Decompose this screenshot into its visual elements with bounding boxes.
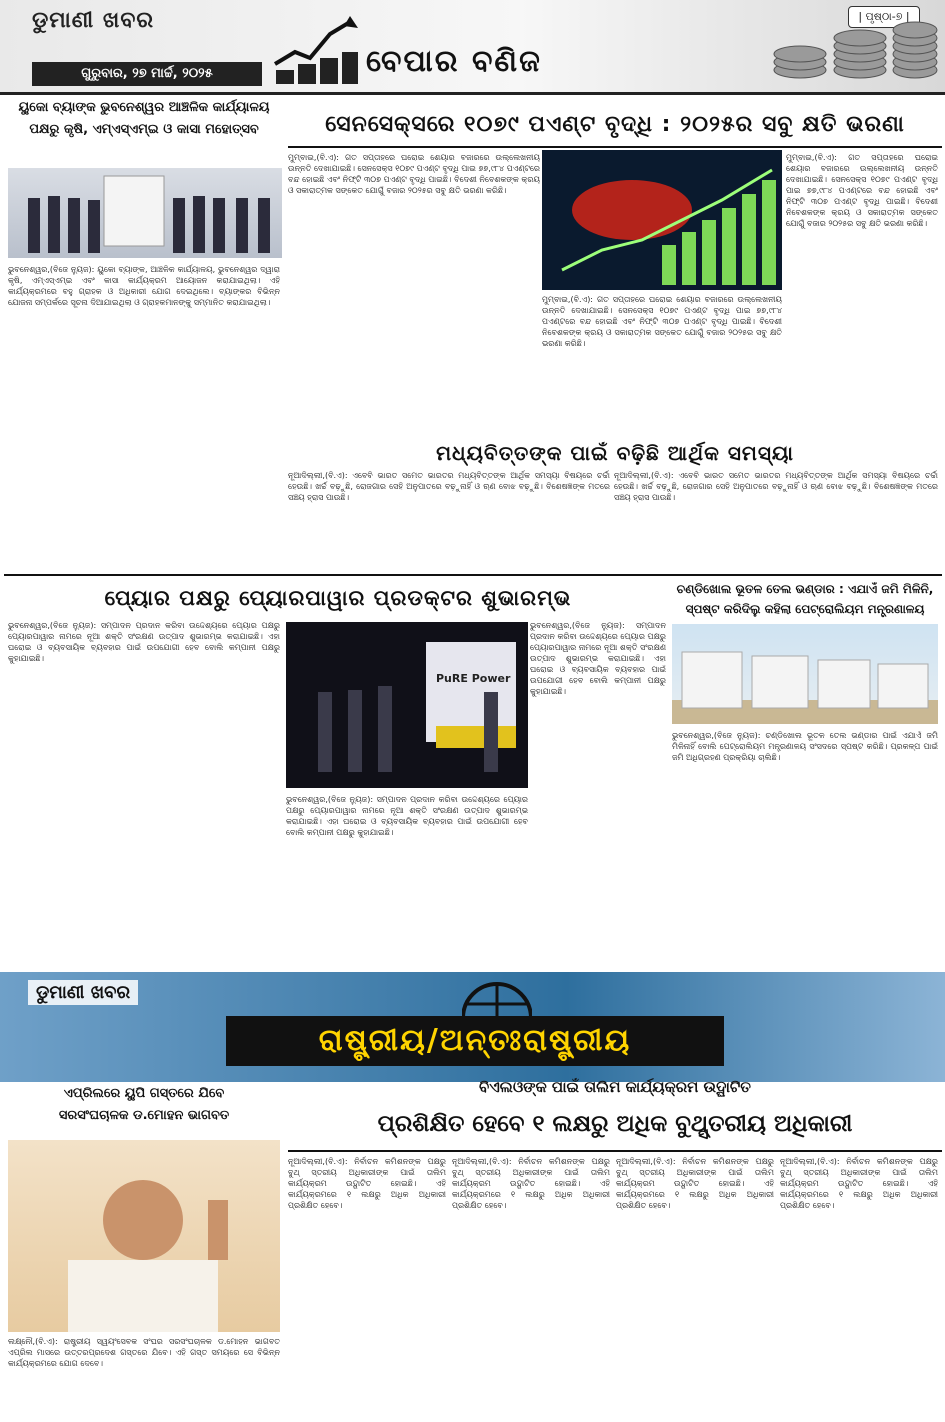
coin-stacks-icon [770, 10, 940, 90]
rss-body: ଲକ୍ଷ୍ନୌ,(ବି.ଏ): ରାଷ୍ଟ୍ରୀୟ ସ୍ୱୟଂସେବକ ସଂଘର ସରସଂଘଚାଳକ ଡ.ମୋହନ ଭାଗବତ ଏପ୍ରିଲ ମାସରେ ଉତ୍ତରପ୍ରଦେଶ ଗସ୍ତରେ ଯିବେ। ଏହି ଗସ୍ତ ସମୟରେ ସେ ବିଭିନ୍ନ କାର୍ଯ୍ୟକ୍ରମରେ ଯୋଗ ଦେବେ। [8, 1337, 280, 1368]
blo-body-col-1: ନୂଆଦିଲ୍ଲୀ,(ବି.ଏ): ନିର୍ବାଚନ କମିଶନଙ୍କ ପକ୍ଷରୁ ବୁଥ୍ ସ୍ତରୀୟ ଅଧିକାରୀଙ୍କ ପାଇଁ ତାଲିମ କାର୍ଯ୍ୟକ୍ରମ ଉଦ୍ଘାଟିତ ହୋଇଛି। ଏହି କାର୍ଯ୍ୟକ୍ରମରେ ୧ ଲକ୍ଷରୁ ଅଧିକ ଅଧିକାରୀ ପ୍ରଶିକ୍ଷିତ ହେବେ। [288, 1157, 446, 1210]
globe-icon [462, 978, 532, 1018]
rule [4, 574, 942, 576]
sensex-body-col-2: ମୁମ୍ବାଇ,(ବି.ଏ): ଗତ ସପ୍ତାହରେ ଘରୋଇ ଶେୟାର ବଜାରରେ ଉଲ୍ଲେଖନୀୟ ଉନ୍ନତି ଦେଖାଯାଇଛି। ସେନସେକ୍ସ ୧୦୭୯ ପଏଣ୍ଟ ବୃଦ୍ଧି ପାଇ ୭୭,୯୮୪ ପଏଣ୍ଟରେ ବନ୍ଦ ହୋଇଛି ଏବଂ ନିଫ୍ଟି ୩୦୭ ପଏଣ୍ଟ ବୃଦ୍ଧି ପାଇଛି। ବିଦେଶୀ ନିବେଶକଙ୍କ କ୍ରୟ ଓ ସକାରାତ୍ମକ ସଙ୍କେତ ଯୋଗୁଁ ବଜାର ୨୦୨୫ର ସବୁ କ୍ଷତି ଭରଣା କରିଛି। [542, 295, 782, 348]
chandikhol-headline-2: ସ୍ପଷ୍ଟ କରିଦିଲୁ କହିଲା ପେଟ୍ରୋଲିୟମ ମନ୍ତ୍ରଣାଳୟ [685, 602, 925, 616]
issue-date: ଗୁରୁବାର, ୨୭ ମାର୍ଚ୍ଚ, ୨୦୨୫ [32, 62, 262, 86]
coins-growth-icon [270, 14, 360, 86]
middle-class-body-col-2: ନୂଆଦିଲ୍ଲୀ,(ବି.ଏ): ଏବେବି ଭାରତ ସମେତ ଭାରତର ମଧ୍ୟବିତ୍ତଙ୍କ ଆର୍ଥିକ ସମସ୍ୟା ବିଷୟରେ ଚର୍ଚ୍ଚା ହେଉଛି। ଖର୍ଚ୍ଚ ବଢ଼ୁଛି, ରୋଜଗାର ସେହି ଅନୁପାତରେ ବଢ଼ୁନାହିଁ ଓ ଋଣ ବୋଝ ବଢ଼ୁଛି। ବିଶେଷଜ୍ଞଙ୍କ ମତରେ ସଞ୍ଚୟ ହ୍ରାସ ପାଉଛି। [614, 471, 938, 502]
blo-kicker: ବିଏଲଓଙ୍କ ପାଇଁ ତାଲିମ କାର୍ଯ୍ୟକ୍ରମ ଉଦ୍ଘାଟିତ [479, 1078, 751, 1096]
rule [288, 146, 942, 148]
uco-event-photo [8, 168, 282, 258]
sensex-headline: ସେନସେକ୍ସରେ ୧୦୭୯ ପଏଣ୍ଟ ବୃଦ୍ଧି : ୨୦୨୫ର ସବୁ କ୍ଷତି ଭରଣା [325, 112, 905, 137]
pure-body-col-1: ଭୁବନେଶ୍ୱର,(ବିଜେ ନ୍ୟୁଜ): ସମ୍ପାଦନ ପ୍ରଦାନ କରିବା ଉଦ୍ଦେଶ୍ୟରେ ପ୍ୟୋର ପକ୍ଷରୁ ପ୍ୟୋରପାୱାର ନାମରେ ନୂଆ ଶକ୍ତି ସଂରକ୍ଷଣ ଉତ୍ପାଦ ଶୁଭାରମ୍ଭ କରାଯାଇଛି। ଏହା ଘରୋଇ ଓ ବ୍ୟବସାୟିକ ବ୍ୟବହାର ପାଇଁ ଉପଯୋଗୀ ହେବ ବୋଲି କମ୍ପାନୀ ପକ୍ଷରୁ କୁହାଯାଇଛି। [8, 621, 280, 663]
chandikhol-body: ଭୁବନେଶ୍ୱର,(ବିଜେ ନ୍ୟୁଜ): ଚଣ୍ଡିଖୋଲ ଭୂତଳ ତେଲ ଭଣ୍ଡାର ପାଇଁ ଏଯାଏଁ ଜମି ମିଳିନାହିଁ ବୋଲି ପେଟ୍ରୋଲିୟମ ମନ୍ତ୍ରଣାଳୟ ସଂସଦରେ ସ୍ପଷ୍ଟ କରିଛି। ପ୍ରକଳ୍ପ ପାଇଁ ଜମି ଅଧିଗ୍ରହଣ ପ୍ରକ୍ରିୟା ଚାଲିଛି। [672, 731, 938, 762]
section-title: ବେପାର ବଣିଜ [366, 44, 542, 79]
uco-headline-2: ପକ୍ଷରୁ କୃଷି, ଏମ୍ଏସ୍ଏମ୍ଇ ଓ କାସା ମହୋତ୍ସବ [29, 122, 259, 137]
blo-headline: ପ୍ରଶିକ୍ଷିତ ହେବେ ୧ ଲକ୍ଷରୁ ଅଧିକ ବୁଥ୍ସ୍ତରୀୟ ଅଧିକାରୀ [377, 1111, 853, 1137]
pure-photo-caption: PuRE Power [436, 672, 511, 685]
rss-headline-2: ସରସଂଘଚାଳକ ଡ.ମୋହନ ଭାଗବତ [58, 1108, 230, 1123]
newspaper-brand: ଡୁମାଣୀ ଖବର [32, 8, 154, 33]
national-section-title: ରାଷ୍ଟ୍ରୀୟ/ଅନ୍ତଃରାଷ୍ଟ୍ରୀୟ [226, 1016, 724, 1066]
page-number: | ପୃଷ୍ଠା-୭ | [848, 6, 920, 28]
bull-market-photo [542, 150, 782, 290]
oil-tanks-photo [672, 624, 938, 724]
uco-headline-1: ୟୁକୋ ବ୍ୟାଙ୍କ ଭୁବନେଶ୍ୱର ଆଞ୍ଚଳିକ କାର୍ଯ୍ୟାଳୟ [18, 100, 270, 115]
blo-body-col-4: ନୂଆଦିଲ୍ଲୀ,(ବି.ଏ): ନିର୍ବାଚନ କମିଶନଙ୍କ ପକ୍ଷରୁ ବୁଥ୍ ସ୍ତରୀୟ ଅଧିକାରୀଙ୍କ ପାଇଁ ତାଲିମ କାର୍ଯ୍ୟକ୍ରମ ଉଦ୍ଘାଟିତ ହୋଇଛି। ଏହି କାର୍ଯ୍ୟକ୍ରମରେ ୧ ଲକ୍ଷରୁ ଅଧିକ ଅଧିକାରୀ ପ୍ରଶିକ୍ଷିତ ହେବେ। [780, 1157, 938, 1210]
middle-class-headline: ମଧ୍ୟବିତ୍ତଙ୍କ ପାଇଁ ବଢ଼ିଛି ଆର୍ଥିକ ସମସ୍ୟା [436, 441, 794, 465]
band-brand: ଡୁମାଣୀ ଖବର [28, 980, 138, 1005]
rss-headline-1: ଏପ୍ରିଲରେ ୟୁପି ଗସ୍ତରେ ଯିବେ [63, 1086, 225, 1101]
blo-body-col-3: ନୂଆଦିଲ୍ଲୀ,(ବି.ଏ): ନିର୍ବାଚନ କମିଶନଙ୍କ ପକ୍ଷରୁ ବୁଥ୍ ସ୍ତରୀୟ ଅଧିକାରୀଙ୍କ ପାଇଁ ତାଲିମ କାର୍ଯ୍ୟକ୍ରମ ଉଦ୍ଘାଟିତ ହୋଇଛି। ଏହି କାର୍ଯ୍ୟକ୍ରମରେ ୧ ଲକ୍ଷରୁ ଅଧିକ ଅଧିକାରୀ ପ୍ରଶିକ୍ଷିତ ହେବେ। [616, 1157, 774, 1210]
pure-body-col-2: ଭୁବନେଶ୍ୱର,(ବିଜେ ନ୍ୟୁଜ): ସମ୍ପାଦନ ପ୍ରଦାନ କରିବା ଉଦ୍ଦେଶ୍ୟରେ ପ୍ୟୋର ପକ୍ଷରୁ ପ୍ୟୋରପାୱାର ନାମରେ ନୂଆ ଶକ୍ତି ସଂରକ୍ଷଣ ଉତ୍ପାଦ ଶୁଭାରମ୍ଭ କରାଯାଇଛି। ଏହା ଘରୋଇ ଓ ବ୍ୟବସାୟିକ ବ୍ୟବହାର ପାଇଁ ଉପଯୋଗୀ ହେବ ବୋଲି କମ୍ପାନୀ ପକ୍ଷରୁ କୁହାଯାଇଛି। [286, 795, 528, 837]
pure-launch-photo [286, 622, 528, 788]
middle-class-body-col-1: ନୂଆଦିଲ୍ଲୀ,(ବି.ଏ): ଏବେବି ଭାରତ ସମେତ ଭାରତର ମଧ୍ୟବିତ୍ତଙ୍କ ଆର୍ଥିକ ସମସ୍ୟା ବିଷୟରେ ଚର୍ଚ୍ଚା ହେଉଛି। ଖର୍ଚ୍ଚ ବଢ଼ୁଛି, ରୋଜଗାର ସେହି ଅନୁପାତରେ ବଢ଼ୁନାହିଁ ଓ ଋଣ ବୋଝ ବଢ଼ୁଛି। ବିଶେଷଜ୍ଞଙ୍କ ମତରେ ସଞ୍ଚୟ ହ୍ରାସ ପାଉଛି। [288, 471, 610, 502]
mohan-bhagwat-photo [8, 1140, 280, 1332]
rule [288, 1150, 942, 1152]
pure-body-col-3: ଭୁବନେଶ୍ୱର,(ବିଜେ ନ୍ୟୁଜ): ସମ୍ପାଦନ ପ୍ରଦାନ କରିବା ଉଦ୍ଦେଶ୍ୟରେ ପ୍ୟୋର ପକ୍ଷରୁ ପ୍ୟୋରପାୱାର ନାମରେ ନୂଆ ଶକ୍ତି ସଂରକ୍ଷଣ ଉତ୍ପାଦ ଶୁଭାରମ୍ଭ କରାଯାଇଛି। ଏହା ଘରୋଇ ଓ ବ୍ୟବସାୟିକ ବ୍ୟବହାର ପାଇଁ ଉପଯୋଗୀ ହେବ ବୋଲି କମ୍ପାନୀ ପକ୍ଷରୁ କୁହାଯାଇଛି। [530, 621, 666, 696]
chandikhol-headline-1: ଚଣ୍ଡିଖୋଲ ଭୂତଳ ତେଲ ଭଣ୍ଡାର : ଏଯାଏଁ ଜମି ମିଳିନି, [676, 582, 934, 596]
sensex-body-col-3: ମୁମ୍ବାଇ,(ବି.ଏ): ଗତ ସପ୍ତାହରେ ଘରୋଇ ଶେୟାର ବଜାରରେ ଉଲ୍ଲେଖନୀୟ ଉନ୍ନତି ଦେଖାଯାଇଛି। ସେନସେକ୍ସ ୧୦୭୯ ପଏଣ୍ଟ ବୃଦ୍ଧି ପାଇ ୭୭,୯୮୪ ପଏଣ୍ଟରେ ବନ୍ଦ ହୋଇଛି ଏବଂ ନିଫ୍ଟି ୩୦୭ ପଏଣ୍ଟ ବୃଦ୍ଧି ପାଇଛି। ବିଦେଶୀ ନିବେଶକଙ୍କ କ୍ରୟ ଓ ସକାରାତ୍ମକ ସଙ୍କେତ ଯୋଗୁଁ ବଜାର ୨୦୨୫ର ସବୁ କ୍ଷତି ଭରଣା କରିଛି। [786, 153, 938, 228]
sensex-body-col-1: ମୁମ୍ବାଇ,(ବି.ଏ): ଗତ ସପ୍ତାହରେ ଘରୋଇ ଶେୟାର ବଜାରରେ ଉଲ୍ଲେଖନୀୟ ଉନ୍ନତି ଦେଖାଯାଇଛି। ସେନସେକ୍ସ ୧୦୭୯ ପଏଣ୍ଟ ବୃଦ୍ଧି ପାଇ ୭୭,୯୮୪ ପଏଣ୍ଟରେ ବନ୍ଦ ହୋଇଛି ଏବଂ ନିଫ୍ଟି ୩୦୭ ପଏଣ୍ଟ ବୃଦ୍ଧି ପାଇଛି। ବିଦେଶୀ ନିବେଶକଙ୍କ କ୍ରୟ ଓ ସକାରାତ୍ମକ ସଙ୍କେତ ଯୋଗୁଁ ବଜାର ୨୦୨୫ର ସବୁ କ୍ଷତି ଭରଣା କରିଛି। [288, 153, 540, 195]
blo-body-col-2: ନୂଆଦିଲ୍ଲୀ,(ବି.ଏ): ନିର୍ବାଚନ କମିଶନଙ୍କ ପକ୍ଷରୁ ବୁଥ୍ ସ୍ତରୀୟ ଅଧିକାରୀଙ୍କ ପାଇଁ ତାଲିମ କାର୍ଯ୍ୟକ୍ରମ ଉଦ୍ଘାଟିତ ହୋଇଛି। ଏହି କାର୍ଯ୍ୟକ୍ରମରେ ୧ ଲକ୍ଷରୁ ଅଧିକ ଅଧିକାରୀ ପ୍ରଶିକ୍ଷିତ ହେବେ। [452, 1157, 610, 1210]
uco-body: ଭୁବନେଶ୍ୱର,(ବିଜେ ନ୍ୟୁଜ): ୟୁକୋ ବ୍ୟାଙ୍କ, ଆଞ୍ଚଳିକ କାର୍ଯ୍ୟାଳୟ, ଭୁବନେଶ୍ୱର ଦ୍ୱାରା କୃଷି, ଏମ୍ଏସ୍ଏମ୍ଇ ଏବଂ କାସା କାର୍ଯ୍ୟକ୍ରମ ଆୟୋଜନ କରାଯାଇଥିଲା। ଏହି କାର୍ଯ୍ୟକ୍ରମରେ ବହୁ ଗ୍ରାହକ ଓ ଅଧିକାରୀ ଯୋଗ ଦେଇଥିଲେ। ବ୍ୟାଙ୍କର ବିଭିନ୍ନ ଯୋଜନା ସମ୍ପର୍କରେ ସୂଚନା ଦିଆଯାଇଥିଲା ଓ ଗ୍ରାହକମାନଙ୍କୁ ସମ୍ମାନିତ କରାଯାଇଥିଲା। [8, 265, 280, 307]
pure-headline: ପ୍ୟୋର ପକ୍ଷରୁ ପ୍ୟୋରପାୱାର ପ୍ରଡକ୍ଟର ଶୁଭାରମ୍ଭ [104, 586, 572, 610]
